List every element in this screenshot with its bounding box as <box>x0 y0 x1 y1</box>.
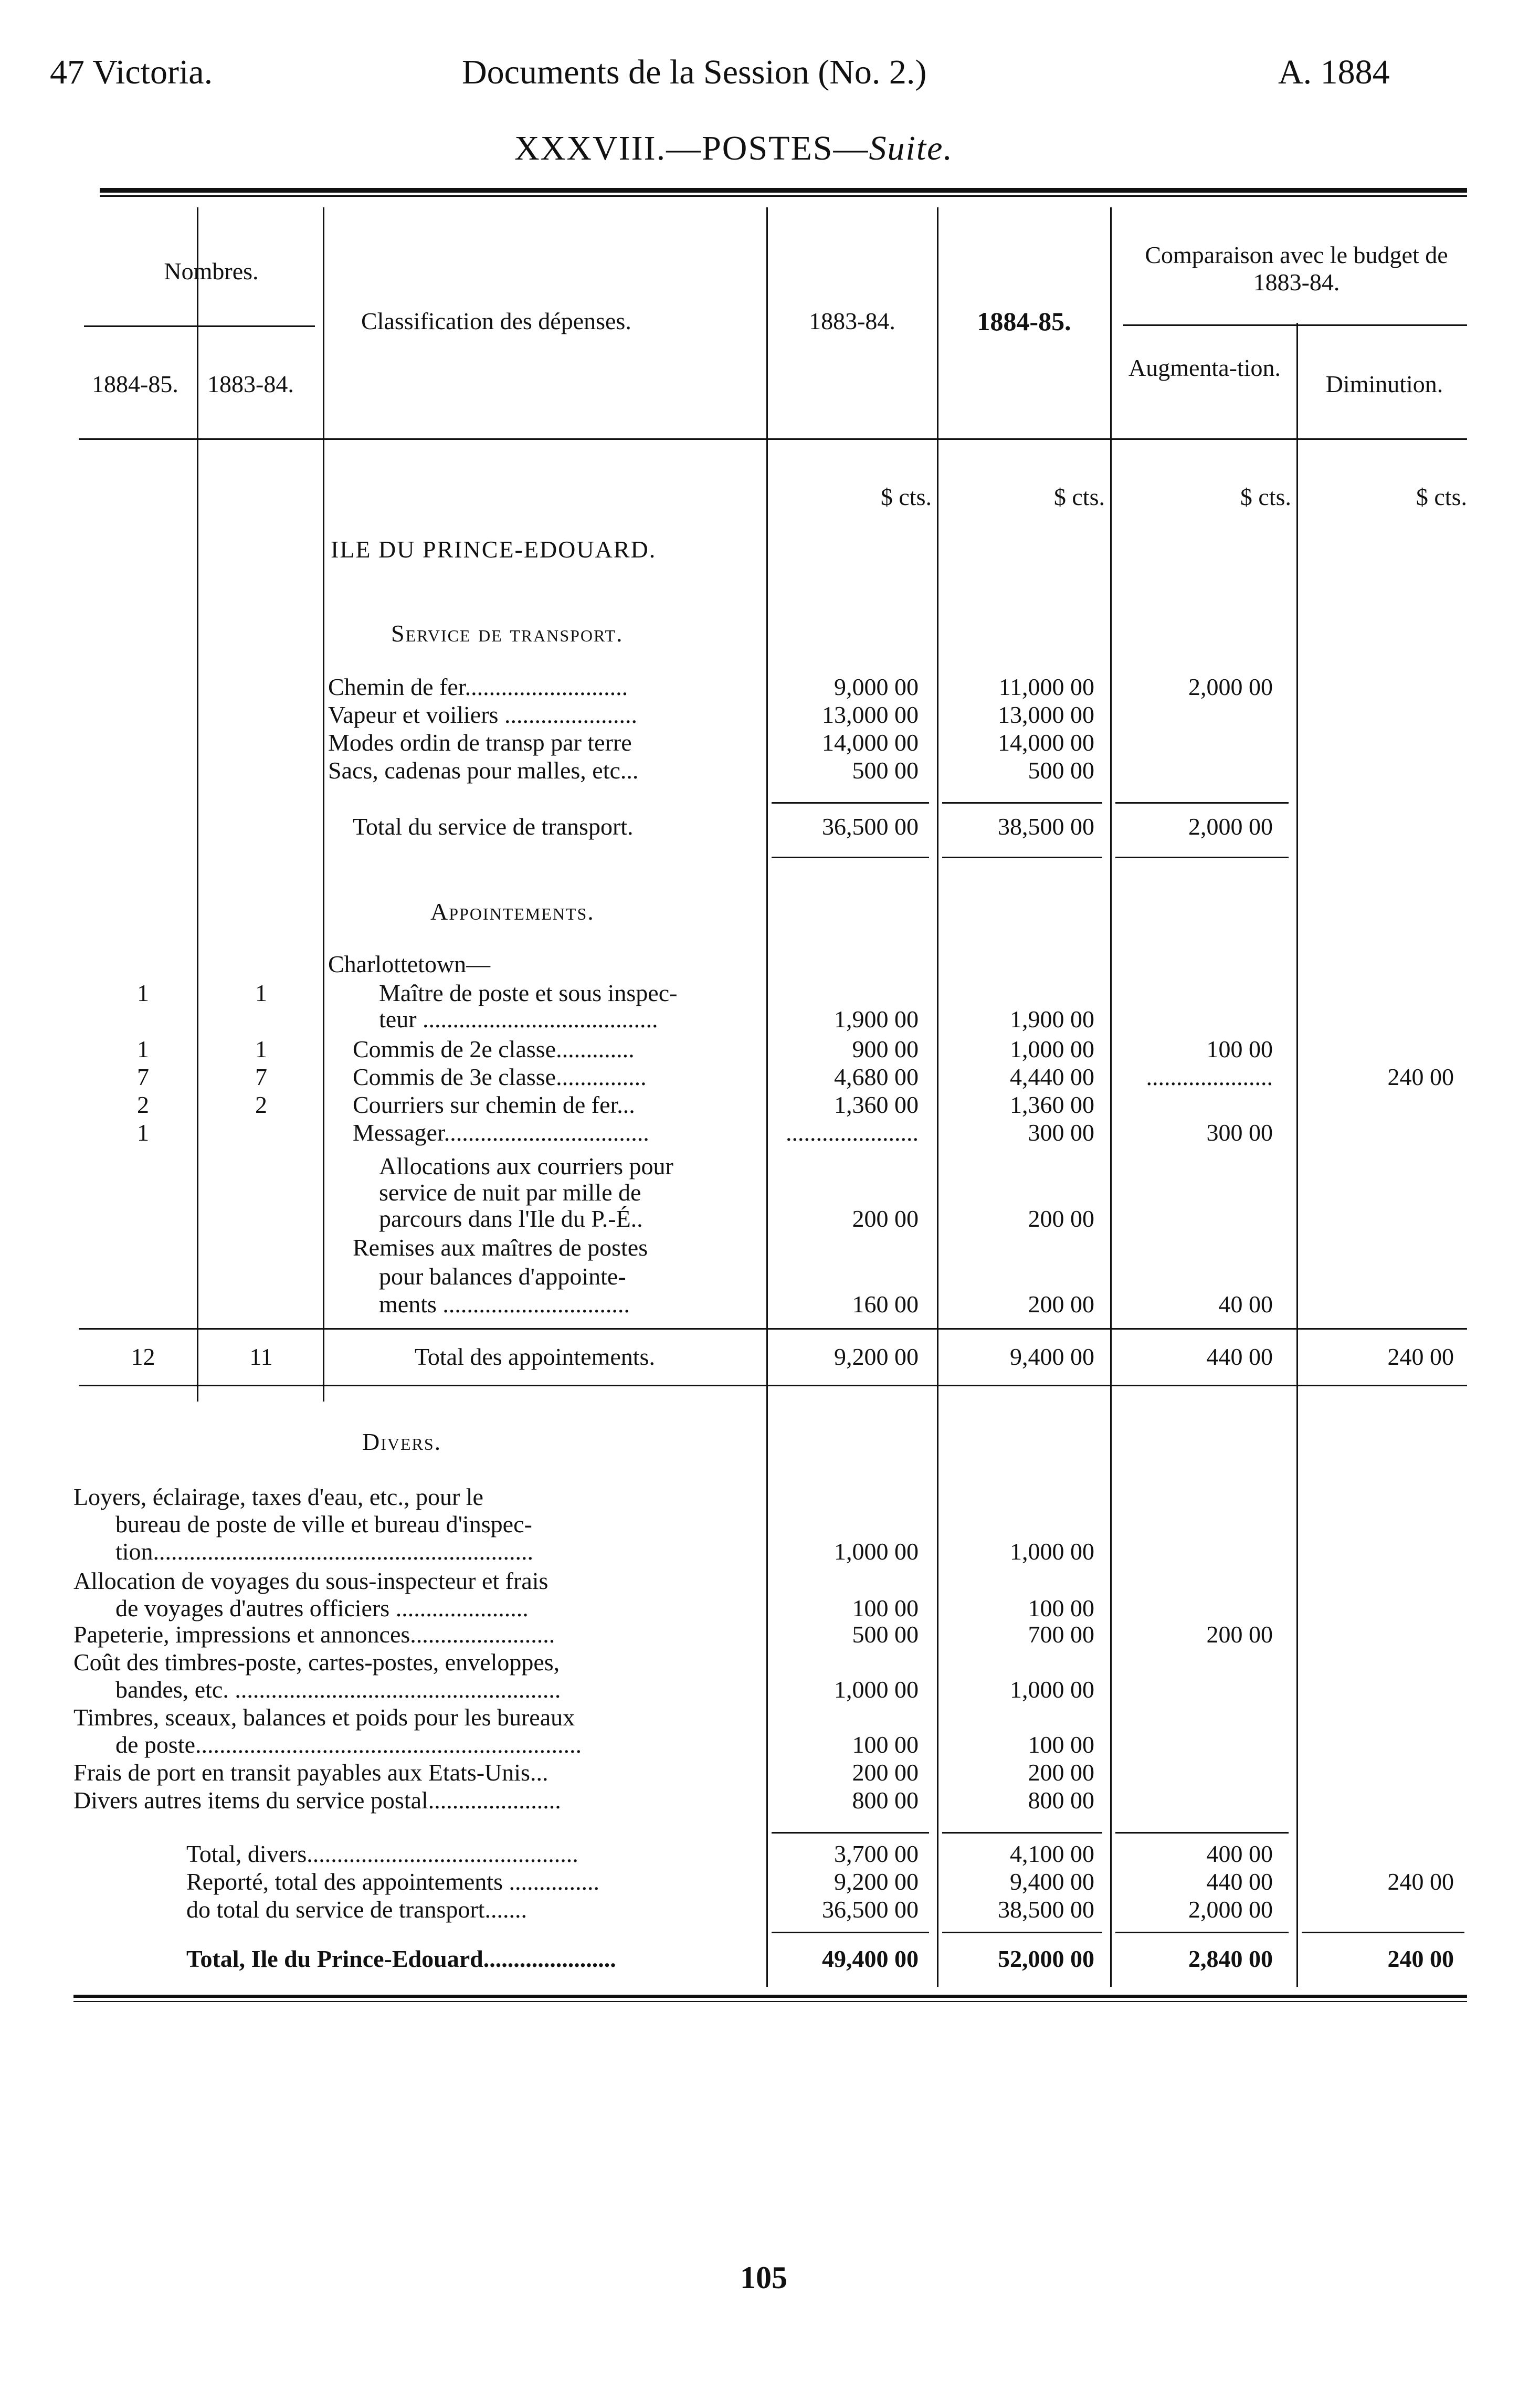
appt-row-label-cont: teur ....................................... <box>379 1006 658 1033</box>
divers-row-label: tion............................................................... <box>115 1538 534 1565</box>
appt-row-n2: 7 <box>255 1063 267 1090</box>
remises-aug: 40 00 <box>1218 1291 1273 1318</box>
remises-v1: 160 00 <box>852 1291 919 1318</box>
col-y1: 1883-84. <box>809 308 895 334</box>
transport-row-v1: 14,000 00 <box>822 729 919 756</box>
summary-row-v1: 9,200 00 <box>834 1868 919 1895</box>
transport-heading: Service de transport. <box>391 620 624 647</box>
col-n2-header: 1883-84. <box>207 371 294 397</box>
appt-total-n1: 12 <box>131 1343 155 1370</box>
grand-total-v2: 52,000 00 <box>998 1945 1094 1972</box>
remises-line1: Remises aux maîtres de postes <box>353 1234 648 1261</box>
unit-dim: $ cts. <box>1416 483 1467 510</box>
divers-row-label: bureau de poste de ville et bureau d'inspec- <box>115 1511 532 1537</box>
title-suite: Suite. <box>869 129 953 167</box>
col-nombres: Nombres. <box>164 258 259 285</box>
col-augmentation: Augmenta-tion. <box>1128 354 1281 381</box>
top-rule-thin <box>100 195 1467 197</box>
header-bottom-rule <box>79 438 1467 440</box>
remises-line3: ments ............................... <box>379 1291 630 1318</box>
divers-row-v2: 1,000 00 <box>1010 1676 1094 1703</box>
transport-row-label: Chemin de fer........................... <box>328 673 628 700</box>
divers-row-v1: 1,000 00 <box>834 1676 919 1703</box>
transport-total-v2: 38,500 00 <box>998 813 1094 840</box>
transport-row-v1: 13,000 00 <box>822 701 919 728</box>
divers-row-v1: 100 00 <box>852 1731 919 1758</box>
divers-row-label: Frais de port en transit payables aux Etats-Unis... <box>73 1759 549 1786</box>
summary-row-v1: 3,700 00 <box>834 1840 919 1867</box>
appointements-place: Charlottetown— <box>328 951 491 977</box>
divers-row-label: de voyages d'autres officiers ...................... <box>115 1595 529 1621</box>
divers-row-v1: 100 00 <box>852 1595 919 1621</box>
divers-row-aug: 200 00 <box>1206 1621 1273 1648</box>
transport-total-rule-3 <box>1115 857 1289 858</box>
col-line-2 <box>323 207 324 1402</box>
summary-rule-3 <box>1115 1832 1289 1834</box>
summary-row-label: Total, divers............................................. <box>186 1840 578 1867</box>
transport-total-v1: 36,500 00 <box>822 813 919 840</box>
summary-row-dim: 240 00 <box>1387 1868 1454 1895</box>
nombres-rule <box>84 325 315 327</box>
transport-row-label: Sacs, cadenas pour malles, etc... <box>328 757 639 784</box>
grand-total-v1: 49,400 00 <box>822 1945 919 1972</box>
transport-total-label: Total du service de transport. <box>353 813 634 840</box>
divers-row-v2: 800 00 <box>1028 1787 1094 1814</box>
col-diminution: Diminution. <box>1325 371 1443 397</box>
appt-row-n2: 1 <box>255 979 267 1006</box>
transport-subtotal-rule-3 <box>1115 802 1289 804</box>
summary-rule-1 <box>772 1832 929 1834</box>
divers-row-v1: 800 00 <box>852 1787 919 1814</box>
transport-total-rule-2 <box>942 857 1102 858</box>
summary-rule-2 <box>942 1832 1102 1834</box>
bottom-rule-1 <box>73 1995 1467 1998</box>
header-right: A. 1884 <box>1278 53 1390 91</box>
appt-total-label: Total des appointements. <box>415 1343 655 1370</box>
appt-total-v1: 9,200 00 <box>834 1343 919 1370</box>
remises-line2: pour balances d'appointe- <box>379 1263 626 1290</box>
transport-row-label: Modes ordin de transp par terre <box>328 729 632 756</box>
divers-row-label: bandes, etc. ...................................................... <box>115 1676 561 1703</box>
appt-total-dim: 240 00 <box>1387 1343 1454 1370</box>
summary-row-aug: 400 00 <box>1206 1840 1273 1867</box>
transport-total-aug: 2,000 00 <box>1188 813 1273 840</box>
appt-row-v1: 900 00 <box>852 1036 919 1062</box>
grand-total-label: Total, Ile du Prince-Edouard...................... <box>186 1945 616 1972</box>
appt-row-v2: 1,000 00 <box>1010 1036 1094 1062</box>
appt-row-n1: 2 <box>137 1091 149 1118</box>
appt-row-v1: 1,360 00 <box>834 1091 919 1118</box>
col-line-5 <box>1110 207 1112 1987</box>
divers-row-v2: 700 00 <box>1028 1621 1094 1648</box>
appt-row-dim: 240 00 <box>1387 1063 1454 1090</box>
divers-row-v1: 200 00 <box>852 1759 919 1786</box>
appt-row-aug: 300 00 <box>1206 1119 1273 1146</box>
transport-row-v1: 9,000 00 <box>834 673 919 700</box>
section-title <box>514 129 953 168</box>
grand-rule-2 <box>942 1932 1102 1933</box>
appt-total-aug: 440 00 <box>1206 1343 1273 1370</box>
transport-row-v2: 500 00 <box>1028 757 1094 784</box>
divers-row-label: Papeterie, impressions et annonces........................ <box>73 1621 555 1648</box>
divers-row-v1: 500 00 <box>852 1621 919 1648</box>
comparaison-rule <box>1123 324 1467 326</box>
grand-rule-3 <box>1115 1932 1289 1933</box>
appt-row-v1: 1,900 00 <box>834 1006 919 1033</box>
allocations-line2: service de nuit par mille de <box>379 1179 641 1206</box>
header-center: Documents de la Session (No. 2.) <box>462 53 927 91</box>
divers-row-v1: 1,000 00 <box>834 1538 919 1565</box>
grand-total-aug: 2,840 00 <box>1188 1945 1273 1972</box>
transport-subtotal-rule-1 <box>772 802 929 804</box>
summary-row-v2: 4,100 00 <box>1010 1840 1094 1867</box>
transport-row-v2: 13,000 00 <box>998 701 1094 728</box>
appt-row-aug: ..................... <box>1146 1063 1273 1090</box>
col-line-6 <box>1296 323 1298 1987</box>
appt-row-v1: 4,680 00 <box>834 1063 919 1090</box>
transport-row-v1: 500 00 <box>852 757 919 784</box>
province-heading: ILE DU PRINCE-EDOUARD. <box>331 536 657 563</box>
appt-row-n1: 1 <box>137 979 149 1006</box>
page-number: 105 <box>740 2260 787 2295</box>
appt-row-n2: 1 <box>255 1036 267 1062</box>
appt-row-v2: 4,440 00 <box>1010 1063 1094 1090</box>
appt-row-label: Courriers sur chemin de fer... <box>353 1091 635 1118</box>
divers-row-v2: 1,000 00 <box>1010 1538 1094 1565</box>
grand-rule-1 <box>772 1932 929 1933</box>
col-comparaison: Comparaison avec le budget de 1883-84. <box>1145 241 1448 296</box>
transport-row-aug: 2,000 00 <box>1188 673 1273 700</box>
divers-row-label: Coût des timbres-poste, cartes-postes, enveloppes, <box>73 1649 560 1676</box>
appt-row-n1: 1 <box>137 1036 149 1062</box>
appt-row-v2: 300 00 <box>1028 1119 1094 1146</box>
allocations-line1: Allocations aux courriers pour <box>379 1153 673 1179</box>
appt-row-v2: 1,900 00 <box>1010 1006 1094 1033</box>
header-left: 47 Victoria. <box>50 53 213 91</box>
grand-rule-4 <box>1302 1932 1464 1933</box>
divers-heading: Divers. <box>362 1428 442 1455</box>
title-main: XXXVIII.—POSTES— <box>514 129 869 167</box>
divers-row-label: Loyers, éclairage, taxes d'eau, etc., pour le <box>73 1483 483 1510</box>
divers-row-v2: 100 00 <box>1028 1595 1094 1621</box>
unit-y1: $ cts. <box>880 483 932 510</box>
appt-total-v2: 9,400 00 <box>1010 1343 1094 1370</box>
col-y2: 1884-85. <box>977 307 1071 336</box>
appt-row-n1: 1 <box>137 1119 149 1146</box>
col-line-3 <box>766 207 768 1987</box>
appointements-heading: Appointements. <box>430 898 595 925</box>
summary-row-aug: 2,000 00 <box>1188 1896 1273 1923</box>
remises-v2: 200 00 <box>1028 1291 1094 1318</box>
appt-row-aug: 100 00 <box>1206 1036 1273 1062</box>
allocations-line3: parcours dans l'Ile du P.-É.. <box>379 1205 643 1232</box>
appt-total-rule-top <box>79 1328 1467 1330</box>
allocations-v2: 200 00 <box>1028 1205 1094 1232</box>
appt-total-n2: 11 <box>249 1343 273 1370</box>
divers-row-v2: 200 00 <box>1028 1759 1094 1786</box>
summary-row-v2: 38,500 00 <box>998 1896 1094 1923</box>
col-line-4 <box>937 207 938 1987</box>
col-line-1 <box>197 207 198 1402</box>
divers-row-label: Divers autres items du service postal...................... <box>73 1787 561 1814</box>
unit-y2: $ cts. <box>1053 483 1105 510</box>
transport-row-v2: 14,000 00 <box>998 729 1094 756</box>
col-classification: Classification des dépenses. <box>361 308 631 334</box>
appt-row-v1: ...................... <box>786 1119 919 1146</box>
unit-aug: $ cts. <box>1240 483 1291 510</box>
bottom-rule-2 <box>73 2001 1467 2002</box>
col-n1-header: 1884-85. <box>92 371 178 397</box>
transport-total-rule-1 <box>772 857 929 858</box>
divers-row-v2: 100 00 <box>1028 1731 1094 1758</box>
grand-total-dim: 240 00 <box>1387 1945 1454 1972</box>
appt-row-label: Commis de 2e classe............. <box>353 1036 635 1062</box>
transport-row-v2: 11,000 00 <box>998 673 1094 700</box>
appt-total-rule-bottom <box>79 1385 1467 1386</box>
appt-row-label: Maître de poste et sous inspec- <box>379 979 678 1006</box>
summary-row-v2: 9,400 00 <box>1010 1868 1094 1895</box>
appt-row-v2: 1,360 00 <box>1010 1091 1094 1118</box>
appt-row-n2: 2 <box>255 1091 267 1118</box>
summary-row-label: Reporté, total des appointements ............... <box>186 1868 599 1895</box>
transport-row-label: Vapeur et voiliers ...................... <box>328 701 637 728</box>
transport-subtotal-rule-2 <box>942 802 1102 804</box>
summary-row-label: do total du service de transport....... <box>186 1896 527 1923</box>
appt-row-label: Messager.................................. <box>353 1119 649 1146</box>
appt-row-n1: 7 <box>137 1063 149 1090</box>
summary-row-v1: 36,500 00 <box>822 1896 919 1923</box>
divers-row-label: Timbres, sceaux, balances et poids pour les bureaux <box>73 1704 575 1731</box>
divers-row-label: de poste................................................................ <box>115 1731 582 1758</box>
divers-row-label: Allocation de voyages du sous-inspecteur et frais <box>73 1567 549 1594</box>
top-rule-thick <box>100 188 1467 193</box>
summary-row-aug: 440 00 <box>1206 1868 1273 1895</box>
appt-row-label: Commis de 3e classe............... <box>353 1063 647 1090</box>
allocations-v1: 200 00 <box>852 1205 919 1232</box>
